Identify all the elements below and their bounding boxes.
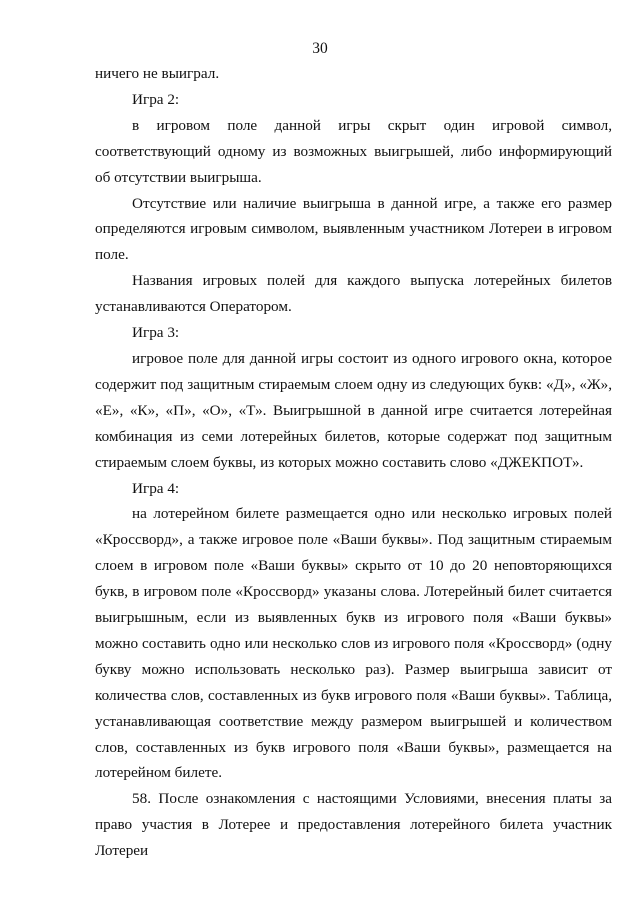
game-heading: Игра 4: bbox=[132, 479, 180, 497]
paragraph: на лотерейном билете размещается одно или несколько игровых полей «Кроссворд», а также игровое поле «Ваши буквы». Под защитным стираемым слоем в игровом поле «Ваши буквы» скрыто от 10 до 20 неповторяющихся букв, в игровом поле «Кроссворд» указаны слова. Лотерейный билет считается выигрышным, если из выявленных букв из игрового поля «Ваши буквы» можно составить одно или несколько слов из игрового поля «Кроссворд» (одну букву можно использовать несколько раз). Размер выигрыша зависит от количества слов, составленных из букв игрового поля «Ваши буквы». Таблица, устанавливающая соответствие между размером выигрышей и количеством слов, составленных из букв игрового поля «Ваши буквы», размещается на лотерейном билете. bbox=[95, 505, 612, 782]
game-heading: Игра 2: bbox=[132, 90, 180, 108]
page-number: 30 bbox=[312, 40, 328, 57]
paragraph: в игровом поле данной игры скрыт один игровой символ, соответствующий одному из возможных выигрышей, либо информирующий об отсутствии выигрыша. bbox=[95, 116, 612, 186]
paragraph: игровое поле для данной игры состоит из одного игрового окна, которое содержит под защитным стираемым слоем одну из следующих букв: «Д», «Ж», «Е», «К», «П», «О», «Т». Выигрышной в данной игре считается лотерейная комбинация из семи лотерейных билетов, которые содержат под защитным стираемым слоем буквы, из которых можно составить слово «ДЖЕКПОТ». bbox=[95, 349, 612, 471]
paragraph: Названия игровых полей для каждого выпуска лотерейных билетов устанавливаются Оператором. bbox=[95, 272, 612, 316]
game-heading: Игра 3: bbox=[132, 324, 180, 342]
document-body bbox=[95, 61, 612, 864]
paragraph: Отсутствие или наличие выигрыша в данной игре, а также его размер определяются игровым символом, выявленным участником Лотереи в игровом поле. bbox=[95, 194, 612, 264]
paragraph: 58. После ознакомления с настоящими Условиями, внесения платы за право участия в Лотерее и предоставления лотерейного билета участник Лотереи bbox=[95, 790, 612, 860]
paragraph: ничего не выиграл. bbox=[95, 65, 220, 82]
